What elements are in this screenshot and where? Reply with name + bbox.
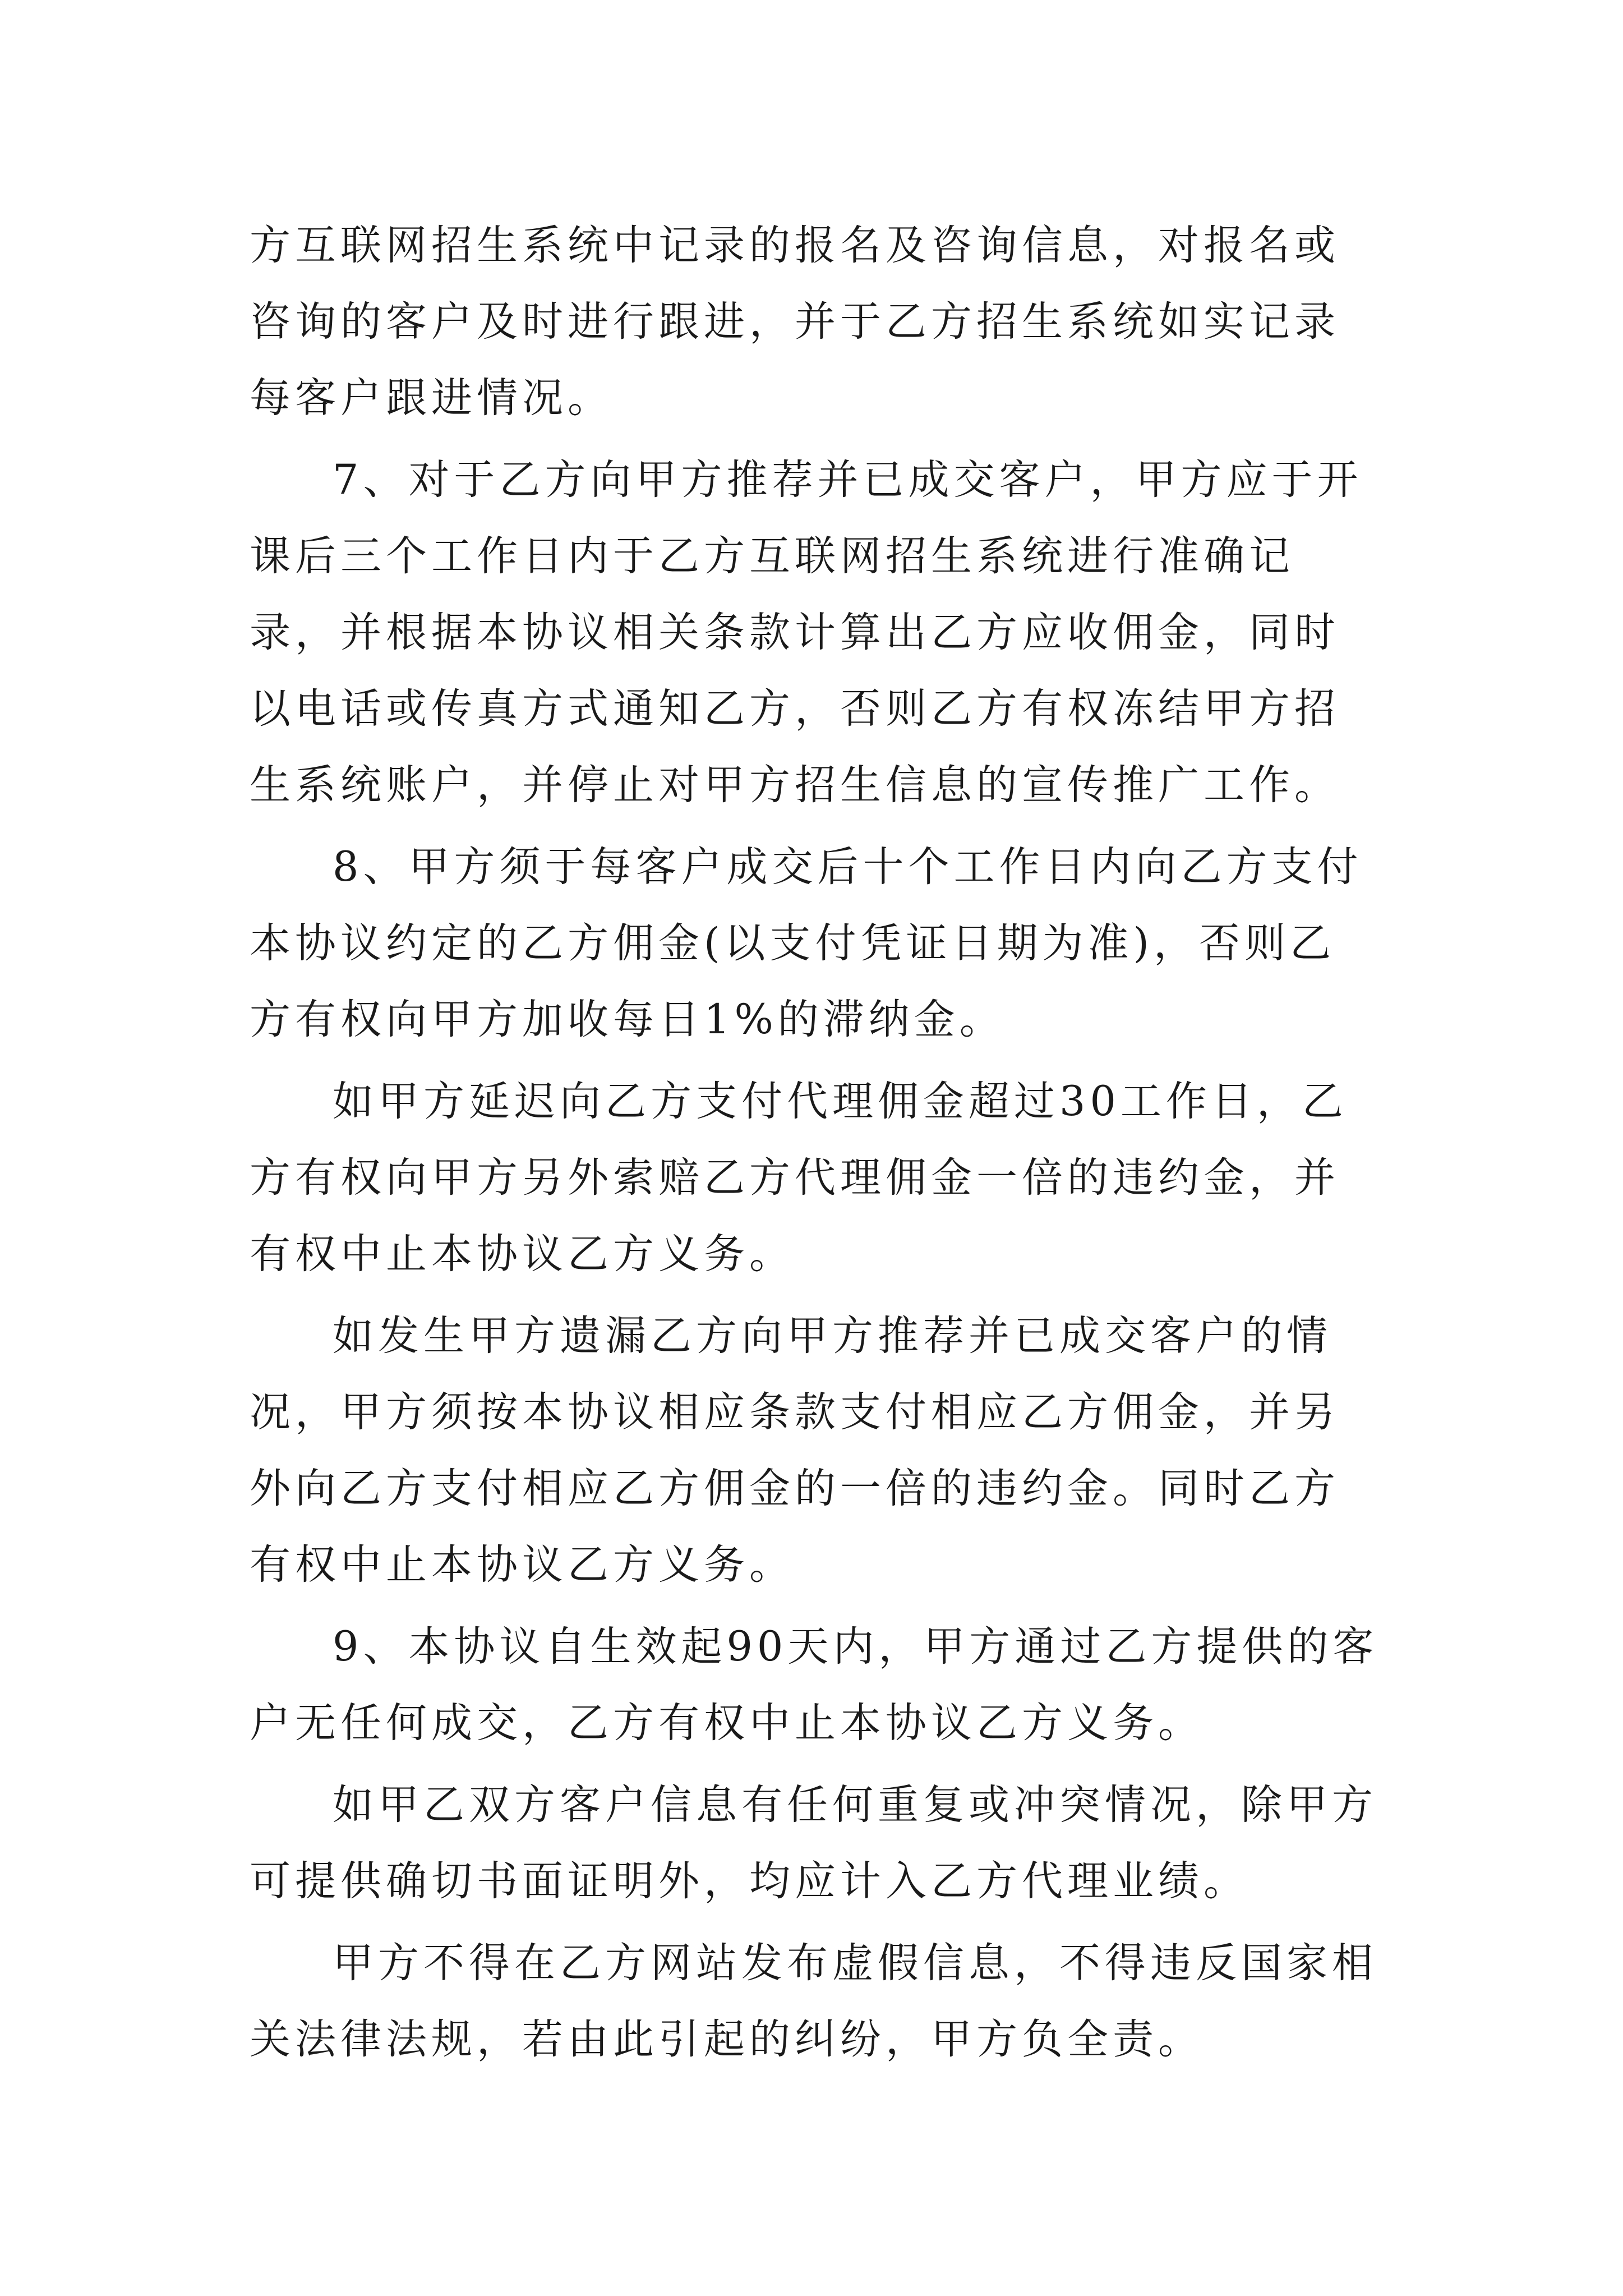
paragraph-late-payment: 如甲方延迟向乙方支付代理佣金超过30工作日，乙方有权向甲方另外索赔乙方代理佣金一倍的违约金，并有权中止本协议乙方义务。	[250, 1078, 1348, 1278]
paragraph-clause-7: 7、对于乙方向甲方推荐并已成交客户，甲方应于开课后三个工作日内于乙方互联网招生系统进行准确记录，并根据本协议相关条款计算出乙方应收佣金，同时以电话或传真方式通知乙方，否则乙方有权冻结甲方招生系统账户，并停止对甲方招生信息的宣传推广工作。	[250, 456, 1363, 809]
document-body	[250, 208, 1380, 2083]
paragraph-clause-8: 8、甲方须于每客户成交后十个工作日内向乙方支付本协议约定的乙方佣金(以支付凭证日期为准)，否则乙方有权向甲方加收每日1%的滞纳金。	[250, 843, 1363, 1043]
paragraph-conflict: 如甲乙双方客户信息有任何重复或冲突情况，除甲方可提供确切书面证明外，均应计入乙方代理业绩。	[250, 1781, 1377, 1905]
paragraph-clause-9: 9、本协议自生效起90天内，甲方通过乙方提供的客户无任何成交，乙方有权中止本协议乙方义务。	[250, 1623, 1378, 1747]
paragraph-false-info: 甲方不得在乙方网站发布虚假信息，不得违反国家相关法律法规，若由此引起的纠纷，甲方负全责。	[250, 1939, 1377, 2063]
paragraph-continuation: 方互联网招生系统中记录的报名及咨询信息，对报名或咨询的客户及时进行跟进，并于乙方招生系统如实记录每客户跟进情况。	[250, 222, 1340, 422]
paragraph-omission: 如发生甲方遗漏乙方向甲方推荐并已成交客户的情况，甲方须按本协议相应条款支付相应乙方佣金，并另外向乙方支付相应乙方佣金的一倍的违约金。同时乙方有权中止本协议乙方义务。	[250, 1312, 1340, 1589]
